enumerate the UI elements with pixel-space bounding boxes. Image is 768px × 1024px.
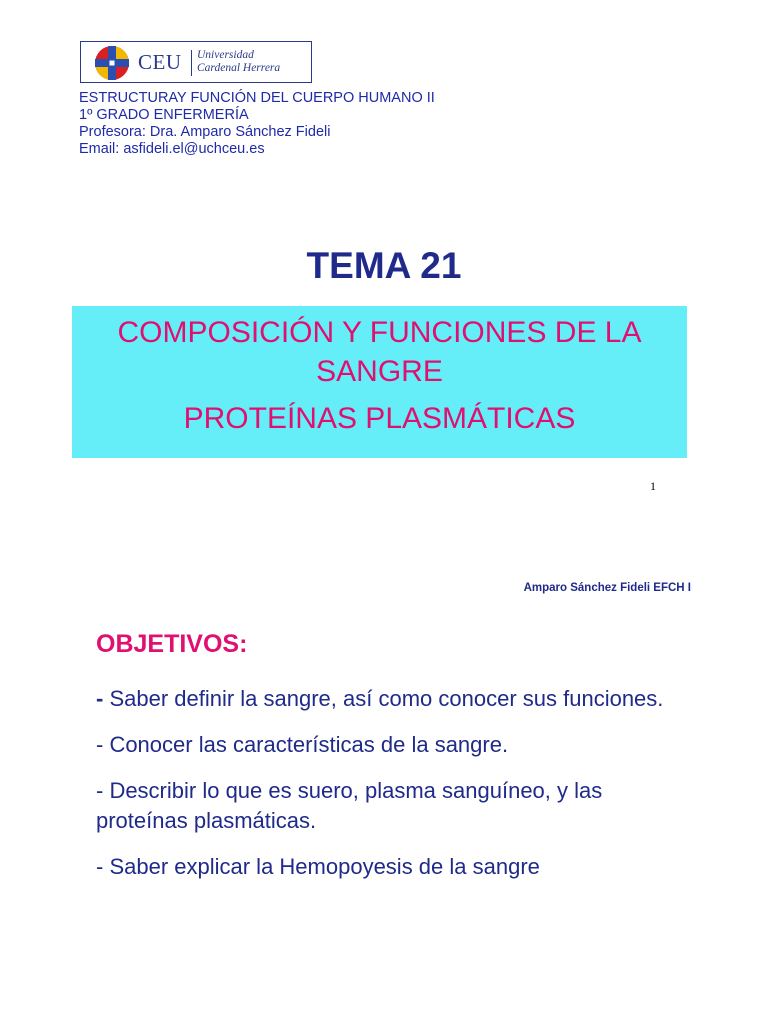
logo-divider [191,50,192,76]
objectives-list [96,684,676,898]
objective-item: - Conocer las características de la sangre. [96,732,509,757]
course-title: ESTRUCTURAY FUNCIÓN DEL CUERPO HUMANO II [79,90,435,106]
page-number: 1 [650,479,656,493]
course-grade: 1º GRADO ENFERMERÍA [79,107,249,123]
topic-title-box [72,306,687,458]
professor-name: Profesora: Dra. Amparo Sánchez Fideli [79,124,331,140]
logo-university-name: Universidad Cardenal Herrera [197,49,281,74]
university-logo [80,41,312,83]
professor-email: Email: asfideli.el@uchceu.es [79,141,265,157]
objective-item: - Describir lo que es suero, plasma sanguíneo, y las proteínas plasmáticas. [96,778,603,833]
ceu-emblem-icon [94,45,130,81]
logo-ceu-text: CEU [138,50,182,74]
objectives-heading: OBJETIVOS: [96,630,248,658]
topic-title-line2: SANGRE [316,355,443,388]
tema-title: TEMA 21 [306,245,462,286]
course-header [79,90,435,158]
objective-item: - Saber explicar la Hemopoyesis de la sangre [96,854,540,879]
topic-title-line1: COMPOSICIÓN Y FUNCIONES DE LA [117,316,642,349]
author-footer: Amparo Sánchez Fideli EFCH I [523,582,691,594]
topic-subtitle: PROTEÍNAS PLASMÁTICAS [183,402,576,435]
objective-item: - Saber definir la sangre, así como conocer sus funciones. [96,686,664,711]
